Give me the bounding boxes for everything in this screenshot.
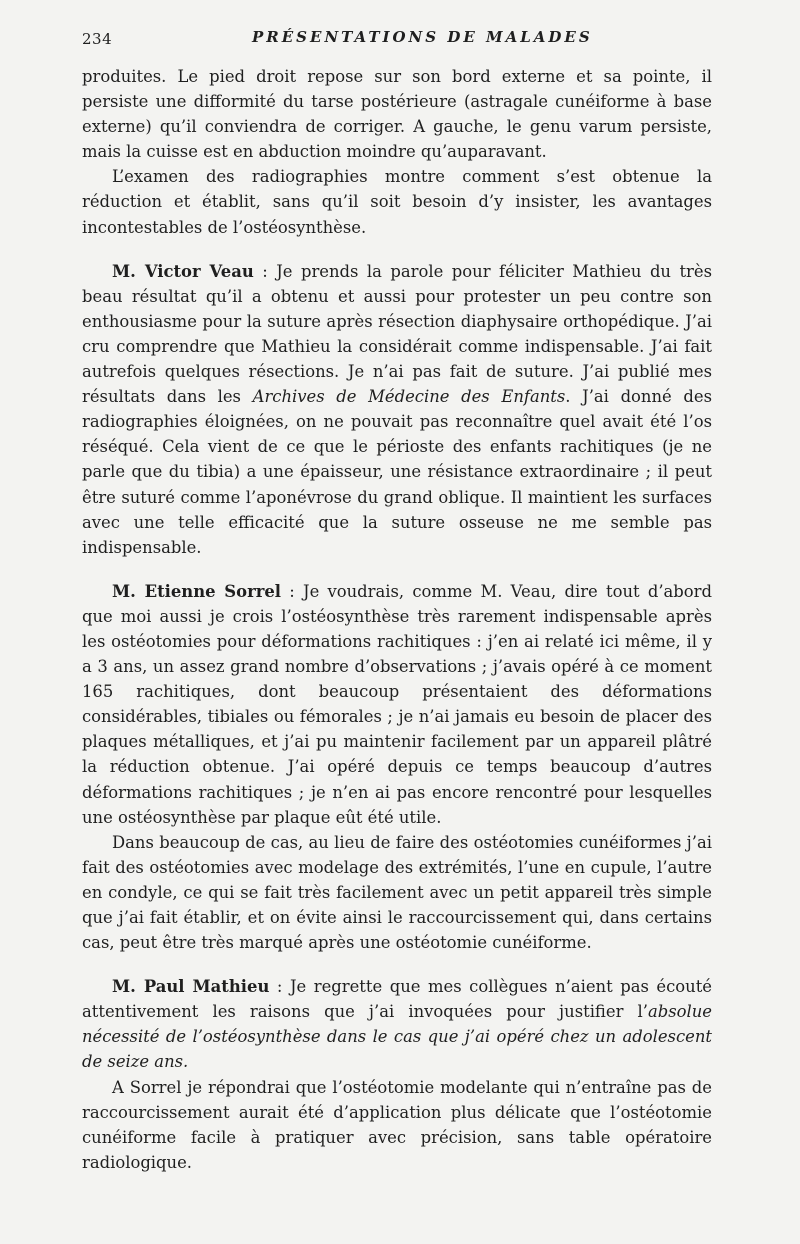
paragraph-text: : Je prends la parole pour féliciter Mathieu du très beau résultat qu’il a obtenu et aussi pour protester un peu contre son enthousiasme pour la suture après résection diaphysaire orthopédique. J’ai cru comprendre que Mathieu la considérait comme indispensable. J’ai fait autrefois quelques résections. Je n’ai pas fait de suture. J’ai publié mes résultats dans les <box>82 261 712 407</box>
running-title: PRÉSENTATIONS DE MALADES <box>252 28 593 46</box>
speaker-name: M. Etienne Sorrel <box>112 581 281 601</box>
speaker-name: M. Paul Mathieu <box>112 977 270 997</box>
page-header <box>82 24 712 54</box>
paragraph-text: : Je regrette que mes collègues n’aient pas écouté attentivement les raisons que j’ai invoquées pour justifier l’ <box>82 977 713 1022</box>
paragraph-text: : Je voudrais, comme M. Veau, dire tout d’abord que moi aussi je crois l’ostéosynthèse très rarement indispensable après les ostéotomies pour déformations rachitiques : j’en ai relaté ici même, il y a 3 ans, un assez grand nombre d’observations ; j’avais opéré à ce moment 165 rachitiques, dont beaucoup présentaient des déformations considérables, tibiales ou fémorales ; je n’ai jamais eu besoin de placer des plaques métalliques, et j’ai pu maintenir facilement par un appareil plâtré la réduction obtenue. J’ai opéré depuis ce temps beaucoup d’autres déformations rachitiques ; je n’en ai pas encore rencontré pour lesquelles une ostéosynthèse par plaque eût été utile. <box>82 581 712 827</box>
paragraph-7: A Sorrel je répondrai que l’ostéotomie modelante qui n’entraîne pas de raccourcissement aurait été d’application plus délicate que l’ostéotomie cunéiforme facile à pratiquer avec précision, sans table opératoire radiologique. <box>82 1077 712 1172</box>
paragraph-veau <box>82 259 712 560</box>
paragraph-2: L’examen des radiographies montre comment s’est obtenue la réduction et établit, sans qu’il soit besoin d’y insister, les avantages incontestables de l’ostéosynthèse. <box>82 167 712 237</box>
paragraph-1: produites. Le pied droit repose sur son bord externe et sa pointe, il persiste une difformité du tarse postérieure (astragale cunéiforme à base externe) qu’il conviendra de corriger. A gauche, le genu varum persiste, mais la cuisse est en abduction moindre qu’auparavant. <box>82 67 712 162</box>
page <box>82 24 712 1175</box>
speaker-name: M. Victor Veau <box>112 261 254 281</box>
paragraph-5: Dans beaucoup de cas, au lieu de faire des ostéotomies cunéiformes j’ai fait des ostéotomies avec modelage des extrémités, l’une en cupule, l’autre en condyle, ce qui se fait très facilement avec un petit appareil très simple que j’ai fait établir, et on évite ainsi le raccourcissement qui, dans certains cas, peut être très marqué après une ostéotomie cunéiforme. <box>82 832 712 953</box>
journal-title: Archives de Médecine des Enfants <box>252 387 566 407</box>
paragraph-mathieu <box>82 974 712 1074</box>
paragraph-text: . J’ai donné des radiographies éloignées, on ne pouvait pas reconnaître quel avait été l’os réséqué. Cela vient de ce que le périoste des enfants rachitiques (je ne parle que du tibia) a une épaisseur, une résistance extraordinaire ; il peut être suturé comme l’aponévrose du grand oblique. Il maintient les surfaces avec une telle efficacité que la suture osseuse ne me semble pas indispensable. <box>82 387 712 557</box>
paragraph-sorrel <box>82 579 712 830</box>
page-number: 234 <box>82 30 113 48</box>
emphasized-text: absolue nécessité de l’ostéosynthèse dans le cas que j’ai opéré chez un adolescent de seize ans. <box>82 1002 712 1072</box>
